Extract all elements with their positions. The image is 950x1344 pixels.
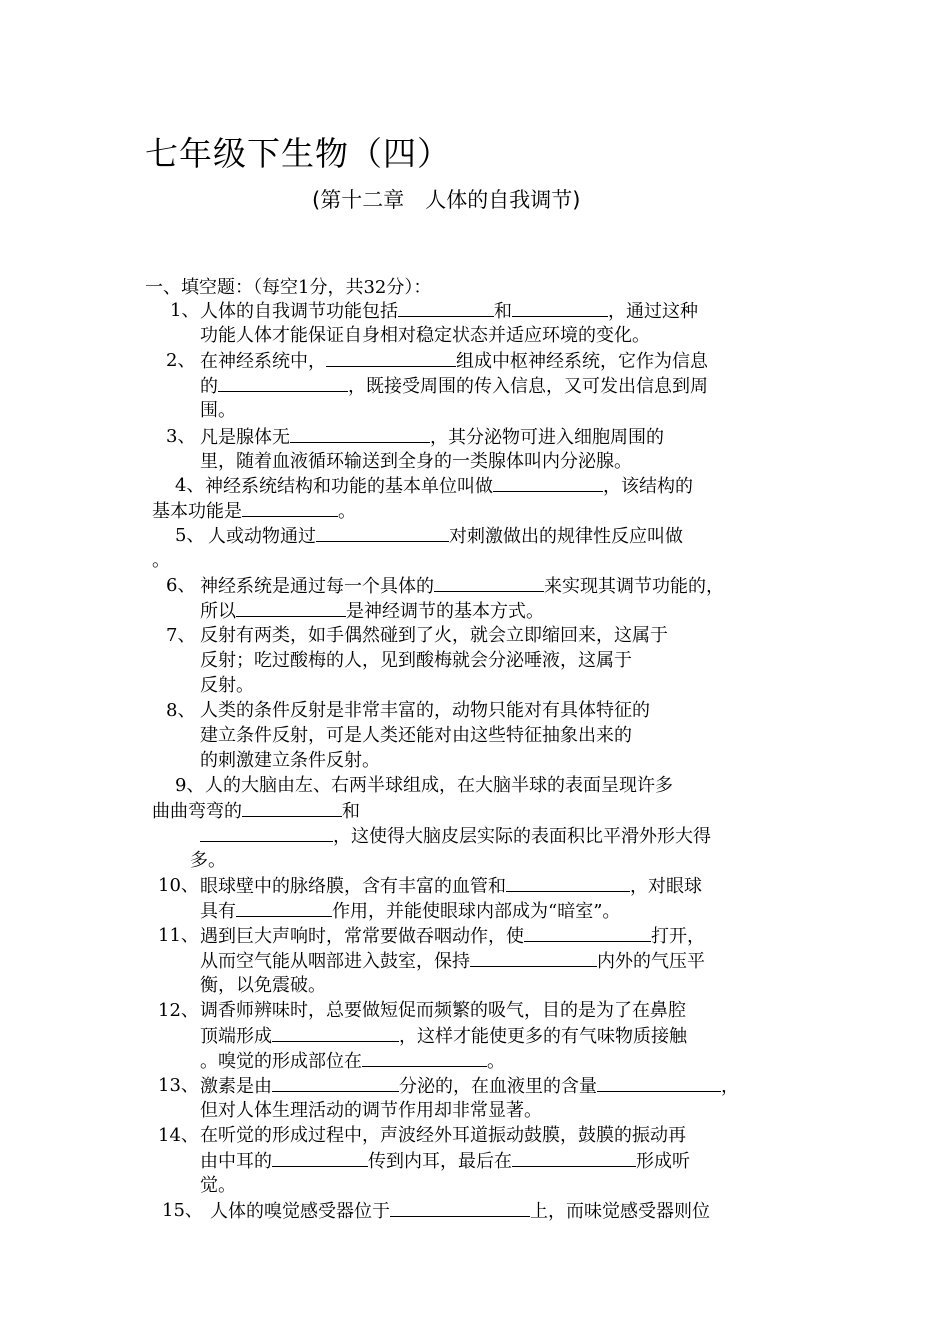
question-text: 激素是由 <box>200 1076 272 1097</box>
question-text: 多。 <box>190 850 226 871</box>
answer-blank[interactable] <box>272 1023 399 1042</box>
question-text: 但对人体生理活动的调节作用却非常显著。 <box>200 1100 542 1121</box>
question-number: 2、 <box>166 350 196 371</box>
answer-blank[interactable] <box>493 473 603 492</box>
question-text: 人体的嗅觉感受器位于 <box>210 1201 390 1222</box>
question-text: 神经系统结构和功能的基本单位叫做 <box>205 476 493 497</box>
page-subtitle: (第十二章 人体的自我调节) <box>312 188 581 212</box>
question-text: 基本功能是 <box>152 501 242 522</box>
question-line <box>205 473 693 499</box>
question-text: 分泌的，在血液里的含量 <box>399 1076 597 1097</box>
answer-blank[interactable] <box>200 823 333 842</box>
answer-blank[interactable] <box>512 298 608 317</box>
question-text: 所以 <box>200 601 236 622</box>
question-line <box>200 973 326 998</box>
question-line <box>200 1148 690 1174</box>
question-line <box>200 398 236 423</box>
answer-blank[interactable] <box>524 923 651 942</box>
question-text: 围。 <box>200 400 236 421</box>
question-line <box>200 698 650 723</box>
question-text: 对刺激做出的规律性反应叫做 <box>449 526 683 547</box>
question-line <box>200 598 544 624</box>
question-number: 14、 <box>158 1125 199 1146</box>
question-text: 反射。 <box>200 675 254 696</box>
question-text: ， <box>721 1076 739 1097</box>
question-text: ，这使得大脑皮层实际的表面积比平滑外形大得 <box>333 826 711 847</box>
question-line <box>200 298 698 324</box>
question-number: 6、 <box>166 575 196 596</box>
question-line <box>200 1173 236 1198</box>
question-text: 。 <box>487 1051 505 1072</box>
question-number: 10、 <box>158 875 199 896</box>
question-line <box>200 1073 739 1099</box>
question-text: 反射；吃过酸梅的人，见到酸梅就会分泌唾液，这属于 <box>200 650 632 671</box>
answer-blank[interactable] <box>512 1148 636 1167</box>
section-header: 一、填空题：（每空1分，共32分）： <box>145 277 432 298</box>
question-text: 神经系统是通过每一个具体的 <box>200 576 434 597</box>
question-number: 8、 <box>166 700 196 721</box>
question-number: 3、 <box>166 426 196 447</box>
question-line <box>210 1198 710 1224</box>
question-line <box>200 898 620 924</box>
question-text: 传到内耳，最后在 <box>368 1151 512 1172</box>
question-text: ，既接受周围的传入信息，又可发出信息到周 <box>348 376 708 397</box>
question-text: 曲曲弯弯的 <box>152 801 242 822</box>
question-text: 遇到巨大声响时，常常要做吞咽动作，使 <box>200 926 524 947</box>
question-text: 调香师辨味时，总要做短促而频繁的吸气，目的是为了在鼻腔 <box>200 1000 686 1021</box>
question-text: 组成中枢神经系统，它作为信息 <box>456 351 708 372</box>
question-text: 。嗅觉的形成部位在 <box>200 1051 362 1072</box>
page-title: 七年级下生物（四） <box>145 134 451 173</box>
question-text: 从而空气能从咽部进入鼓室，保持 <box>200 951 470 972</box>
question-number: 7、 <box>166 625 196 646</box>
question-text: 。 <box>338 501 356 522</box>
answer-blank[interactable] <box>326 348 456 367</box>
question-text: 里，随着血液循环输送到全身的一类腺体叫内分泌腺。 <box>200 451 632 472</box>
question-line <box>152 498 356 524</box>
question-line <box>200 648 632 673</box>
question-number: 9、 <box>175 775 205 796</box>
answer-blank[interactable] <box>218 373 348 392</box>
question-text: 顶端形成 <box>200 1026 272 1047</box>
answer-blank[interactable] <box>390 1198 530 1217</box>
question-line <box>200 623 668 648</box>
question-line <box>200 923 705 949</box>
question-text: 的刺激建立条件反射。 <box>200 750 380 771</box>
question-text: 和 <box>342 801 360 822</box>
question-text: 衡，以免震破。 <box>200 975 326 996</box>
question-text: 是神经调节的基本方式。 <box>346 601 544 622</box>
question-text: 反射有两类，如手偶然碰到了火，就会立即缩回来，这属于 <box>200 625 668 646</box>
question-text: 内外的气压平 <box>597 951 705 972</box>
answer-blank[interactable] <box>272 1148 368 1167</box>
question-line <box>152 548 170 573</box>
question-line <box>200 1023 687 1049</box>
question-number: 13、 <box>158 1075 199 1096</box>
answer-blank[interactable] <box>316 523 449 542</box>
question-number: 1、 <box>170 300 200 321</box>
question-text: ，该结构的 <box>603 476 693 497</box>
question-line <box>200 873 702 899</box>
question-text: ，其分泌物可进入细胞周围的 <box>430 427 664 448</box>
answer-blank[interactable] <box>597 1073 721 1092</box>
question-number: 12、 <box>158 1000 199 1021</box>
question-line <box>200 373 708 399</box>
question-text: 觉。 <box>200 1175 236 1196</box>
answer-blank[interactable] <box>242 798 342 817</box>
question-text: 具有 <box>200 901 236 922</box>
answer-blank[interactable] <box>242 498 338 517</box>
question-text: 功能人体才能保证自身相对稳定状态并适应环境的变化。 <box>200 325 650 346</box>
question-line <box>200 1098 542 1123</box>
answer-blank[interactable] <box>236 898 332 917</box>
question-line <box>200 998 686 1023</box>
question-text: 凡是腺体无 <box>200 427 290 448</box>
question-text: 人体的自我调节功能包括 <box>200 301 398 322</box>
question-line <box>200 673 254 698</box>
question-number: 11、 <box>158 925 199 946</box>
question-text: 上，而味觉感受器则位 <box>530 1201 710 1222</box>
question-line <box>200 748 380 773</box>
question-line <box>190 848 226 873</box>
question-number: 5、 <box>175 525 205 546</box>
question-line <box>200 573 724 599</box>
question-text: 打开， <box>651 926 705 947</box>
answer-blank[interactable] <box>290 424 430 443</box>
question-text: 人类的条件反射是非常丰富的，动物只能对有具体特征的 <box>200 700 650 721</box>
question-text: ，通过这种 <box>608 301 698 322</box>
question-text: 人的大脑由左、右两半球组成，在大脑半球的表面呈现许多 <box>205 775 673 796</box>
question-text: 。 <box>152 550 170 571</box>
question-text: 在神经系统中， <box>200 351 326 372</box>
question-text: 在听觉的形成过程中，声波经外耳道振动鼓膜，鼓膜的振动再 <box>200 1125 686 1146</box>
question-text: 的 <box>200 376 218 397</box>
question-text: 由中耳的 <box>200 1151 272 1172</box>
answer-blank[interactable] <box>272 1073 399 1092</box>
question-line <box>200 1123 686 1148</box>
question-text: 形成听 <box>636 1151 690 1172</box>
question-line <box>208 523 683 549</box>
answer-blank[interactable] <box>398 298 494 317</box>
question-line <box>200 449 632 474</box>
question-line <box>200 823 711 849</box>
question-text: 来实现其调节功能的， <box>544 576 724 597</box>
question-text: 建立条件反射，可是人类还能对由这些特征抽象出来的 <box>200 725 632 746</box>
question-line <box>200 1048 505 1074</box>
answer-blank[interactable] <box>506 873 630 892</box>
question-line <box>200 424 664 450</box>
question-text: 和 <box>494 301 512 322</box>
answer-blank[interactable] <box>470 948 597 967</box>
question-line <box>152 798 360 824</box>
question-text: ，这样才能使更多的有气味物质接触 <box>399 1026 687 1047</box>
question-text: 眼球壁中的脉络膜，含有丰富的血管和 <box>200 876 506 897</box>
answer-blank[interactable] <box>434 573 544 592</box>
question-text: 人或动物通过 <box>208 526 316 547</box>
question-number: 15、 <box>162 1200 203 1221</box>
answer-blank[interactable] <box>362 1048 487 1067</box>
question-line <box>200 348 708 374</box>
answer-blank[interactable] <box>236 598 346 617</box>
question-line <box>200 323 650 348</box>
question-number: 4、 <box>175 475 205 496</box>
question-line <box>200 723 632 748</box>
question-line <box>205 773 673 798</box>
question-text: ，对眼球 <box>630 876 702 897</box>
question-text: 作用，并能使眼球内部成为“暗室”。 <box>332 901 621 922</box>
question-line <box>200 948 705 974</box>
